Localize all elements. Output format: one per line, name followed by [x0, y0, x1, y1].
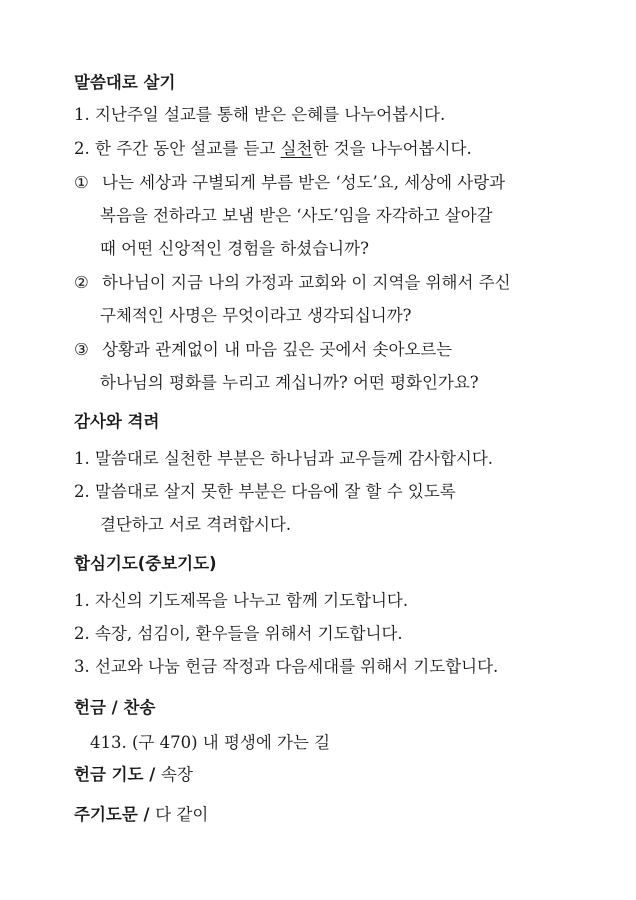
s2-item-2-line-2: 결단하고 서로 격려합시다. [100, 515, 292, 534]
s1-sub-3-text-1: 상황과 관계없이 내 마음 깊은 곳에서 솟아오르는 [102, 340, 453, 359]
s3-item-3: 3. 선교와 나눔 헌금 작정과 다음세대를 위해서 기도합니다. [74, 657, 499, 676]
s1-sub-1-line-2: 복음을 전하라고 보냄 받은 ‘사도’임을 자각하고 살아갈 [100, 206, 493, 225]
s1-sub-1-text-1: 나는 세상과 구별되게 부름 받은 ‘성도’요, 세상에 사랑과 [102, 173, 506, 192]
offering-prayer-leader: 속장 [161, 765, 193, 784]
s1-sub-2-line-1 [74, 272, 511, 294]
s3-item-1: 1. 자신의 기도제목을 나누고 함께 기도합니다. [74, 591, 409, 610]
s1-q2-pre: 2. 한 주간 동안 설교를 듣고 [74, 139, 281, 158]
offering-prayer-label: 헌금 기도 / [74, 765, 162, 784]
s1-sub-2-text-1: 하나님이 지금 나의 가정과 교회와 이 지역을 위해서 주신 [102, 273, 511, 292]
s2-item-2-line-1: 2. 말씀대로 살지 못한 부분은 다음에 잘 할 수 있도록 [74, 482, 456, 501]
section-title-thanks-encouragement: 감사와 격려 [74, 412, 160, 431]
section-title-living-by-word: 말씀대로 살기 [74, 73, 176, 92]
s1-question-1: 1. 지난주일 설교를 통해 받은 은혜를 나누어봅시다. [74, 105, 446, 124]
circled-number-3: ③ [74, 340, 89, 359]
s1-sub-1-line-1 [74, 172, 505, 194]
offering-prayer-line [74, 764, 193, 786]
s1-sub-1-line-3: 때 어떤 신앙적인 경험을 하셨습니까? [100, 239, 369, 258]
s1-q2-underlined: 실천 [280, 139, 313, 158]
s1-q2-post: 한 것을 나누어봅시다. [312, 139, 472, 158]
circled-number-2: ② [74, 273, 89, 292]
s3-item-2: 2. 속장, 섬김이, 환우들을 위해서 기도합니다. [74, 624, 403, 643]
circled-number-1: ① [74, 173, 89, 192]
s1-sub-3-line-1 [74, 339, 452, 361]
section-title-prayer: 합심기도(중보기도) [74, 554, 217, 573]
lords-prayer-who: 다 같이 [155, 805, 209, 824]
lords-prayer-label: 주기도문 / [74, 805, 156, 824]
s1-question-2 [74, 138, 472, 160]
s1-sub-3-line-2: 하나님의 평화를 누리고 계십니까? 어떤 평화인가요? [100, 373, 479, 392]
s2-item-1: 1. 말씀대로 실천한 부분은 하나님과 교우들께 감사합시다. [74, 449, 494, 468]
hymn-line: 413. (구 470) 내 평생에 가는 길 [90, 733, 331, 752]
section-title-offering-hymn: 헌금 / 찬송 [74, 698, 156, 717]
lords-prayer-line [74, 804, 208, 826]
s1-sub-2-line-2: 구체적인 사명은 무엇이라고 생각되십니까? [100, 306, 412, 325]
